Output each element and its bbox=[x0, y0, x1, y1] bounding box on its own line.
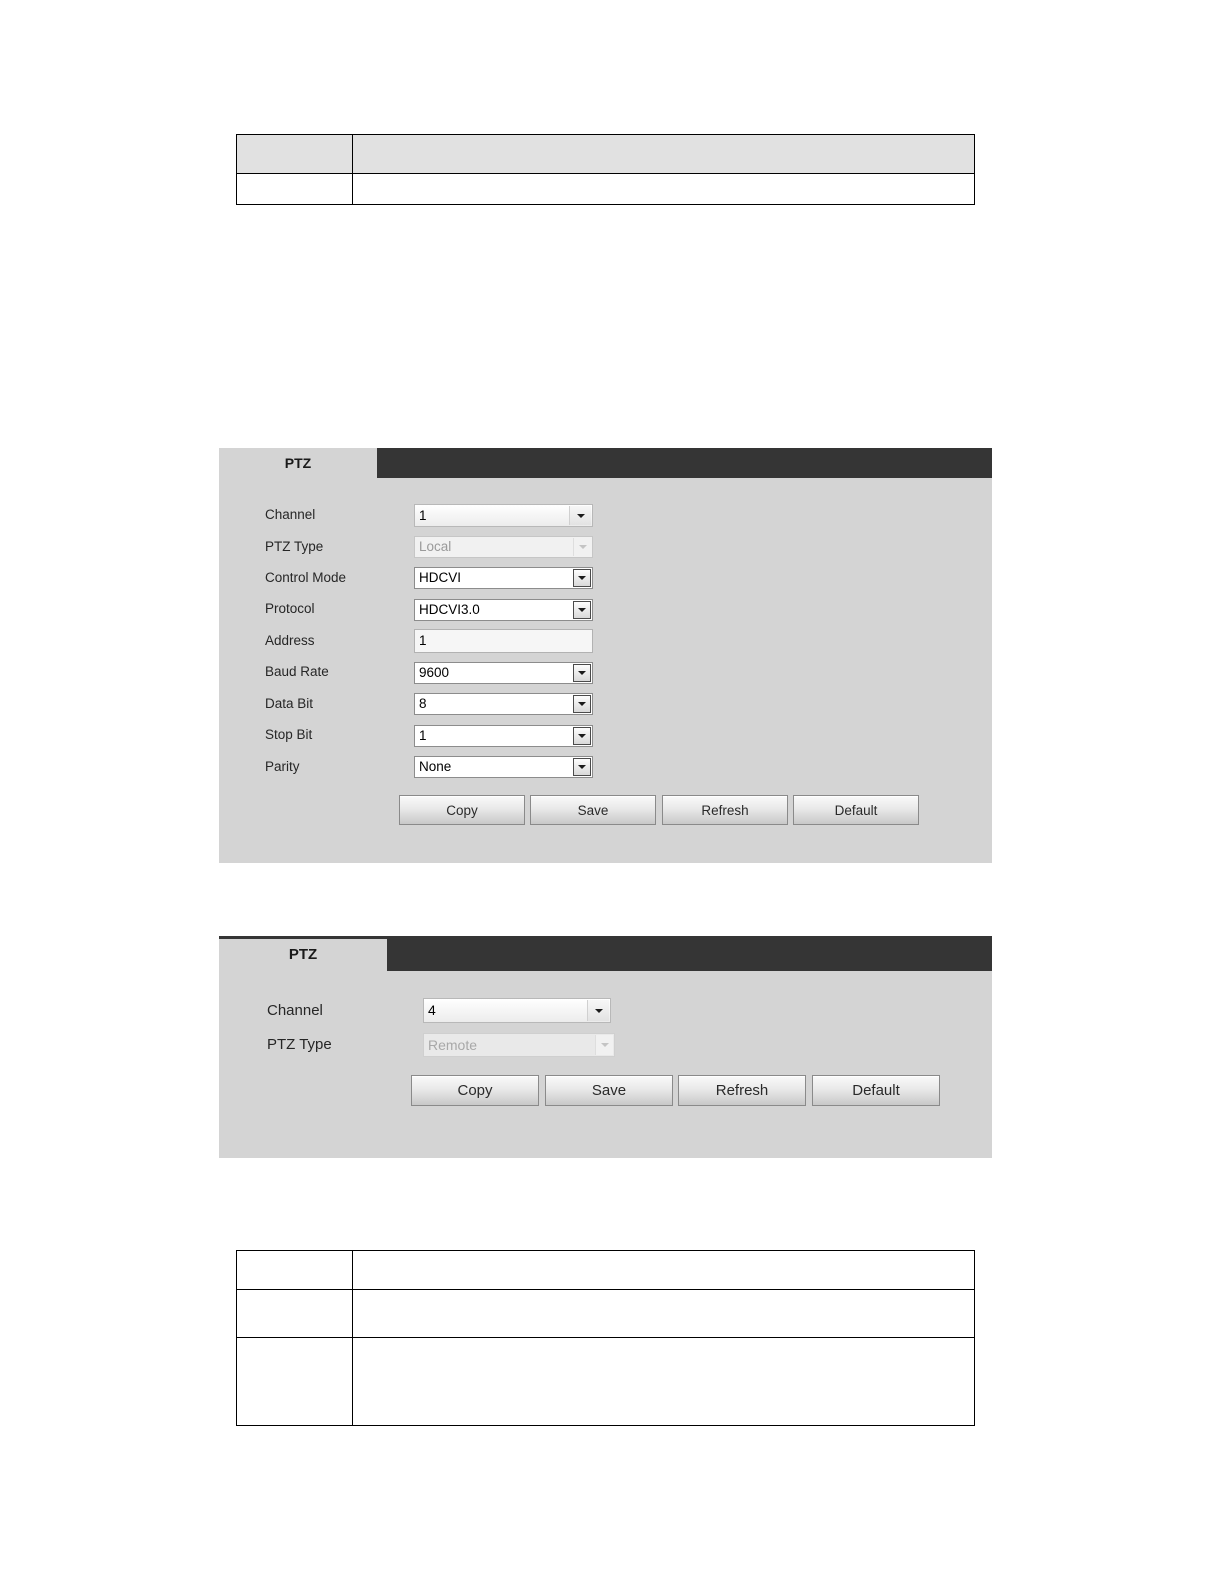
ptz-type-label: PTZ Type bbox=[265, 539, 324, 554]
channel-select-value: 4 bbox=[428, 1002, 436, 1018]
save-button[interactable]: Save bbox=[545, 1075, 673, 1106]
chevron-down-icon[interactable] bbox=[569, 506, 591, 525]
chevron-down-icon bbox=[595, 1035, 613, 1055]
control-mode-select[interactable] bbox=[414, 567, 593, 589]
table-cell bbox=[237, 135, 353, 174]
tab-ptz[interactable] bbox=[219, 939, 387, 973]
ptz-type-label: PTZ Type bbox=[267, 1036, 332, 1053]
baud-rate-select-value: 9600 bbox=[419, 665, 450, 680]
chevron-down-icon[interactable] bbox=[573, 664, 591, 682]
chevron-down-icon[interactable] bbox=[573, 727, 591, 745]
table-row bbox=[237, 1251, 975, 1290]
table-cell bbox=[353, 174, 975, 205]
channel-label: Channel bbox=[265, 507, 316, 522]
channel-select-value: 1 bbox=[419, 508, 427, 523]
tab-ptz[interactable] bbox=[219, 448, 377, 480]
protocol-select-value: HDCVI3.0 bbox=[419, 602, 480, 617]
table-row bbox=[237, 174, 975, 205]
chevron-down-icon bbox=[573, 538, 591, 556]
table-row bbox=[237, 1338, 975, 1426]
address-input-value: 1 bbox=[419, 633, 427, 648]
control-mode-select-value: HDCVI bbox=[419, 570, 462, 585]
data-bit-select[interactable] bbox=[414, 693, 593, 715]
protocol-select[interactable] bbox=[414, 599, 593, 621]
ptz-type-select bbox=[423, 1033, 615, 1057]
ptz-type-select bbox=[414, 536, 593, 558]
ptz-remote-panel bbox=[219, 936, 992, 1158]
parity-select-value: None bbox=[419, 759, 452, 774]
table-header-row bbox=[237, 135, 975, 174]
default-button[interactable]: Default bbox=[812, 1075, 940, 1106]
table-row bbox=[237, 1290, 975, 1338]
stop-bit-select-value: 1 bbox=[419, 728, 427, 743]
chevron-down-icon[interactable] bbox=[573, 758, 591, 776]
data-bit-label: Data Bit bbox=[265, 696, 314, 711]
parity-select[interactable] bbox=[414, 756, 593, 778]
default-button[interactable]: Default bbox=[793, 795, 919, 825]
address-input[interactable] bbox=[414, 629, 593, 653]
baud-rate-select[interactable] bbox=[414, 662, 593, 684]
baud-rate-label: Baud Rate bbox=[265, 664, 329, 679]
chevron-down-icon[interactable] bbox=[573, 695, 591, 713]
parity-label: Parity bbox=[265, 759, 300, 774]
channel-select[interactable] bbox=[414, 504, 593, 527]
chevron-down-icon[interactable] bbox=[573, 601, 591, 619]
save-button[interactable]: Save bbox=[530, 795, 656, 825]
channel-select[interactable] bbox=[423, 998, 611, 1023]
table-cell bbox=[237, 174, 353, 205]
chevron-down-icon[interactable] bbox=[587, 1000, 609, 1021]
data-bit-select-value: 8 bbox=[419, 696, 427, 711]
top-table bbox=[236, 134, 975, 205]
ptz-type-select-value: Remote bbox=[428, 1037, 478, 1053]
table-cell bbox=[353, 1290, 975, 1338]
copy-button[interactable]: Copy bbox=[411, 1075, 539, 1106]
tab-ptz-label: PTZ bbox=[288, 946, 318, 963]
stop-bit-select[interactable] bbox=[414, 725, 593, 747]
channel-label: Channel bbox=[267, 1002, 323, 1019]
refresh-button[interactable]: Refresh bbox=[678, 1075, 806, 1106]
table-cell bbox=[237, 1290, 353, 1338]
bottom-table bbox=[236, 1250, 975, 1426]
ptz-local-panel bbox=[219, 448, 992, 863]
refresh-button[interactable]: Refresh bbox=[662, 795, 788, 825]
table-cell bbox=[237, 1251, 353, 1290]
copy-button[interactable]: Copy bbox=[399, 795, 525, 825]
protocol-label: Protocol bbox=[265, 601, 315, 616]
tab-ptz-label: PTZ bbox=[284, 455, 312, 471]
table-cell bbox=[353, 135, 975, 174]
ptz-type-select-value: Local bbox=[419, 539, 452, 554]
table-cell bbox=[353, 1251, 975, 1290]
table-cell bbox=[353, 1338, 975, 1426]
chevron-down-icon[interactable] bbox=[573, 569, 591, 587]
stop-bit-label: Stop Bit bbox=[265, 727, 313, 742]
table-cell bbox=[237, 1338, 353, 1426]
control-mode-label: Control Mode bbox=[265, 570, 347, 585]
address-label: Address bbox=[265, 633, 315, 648]
